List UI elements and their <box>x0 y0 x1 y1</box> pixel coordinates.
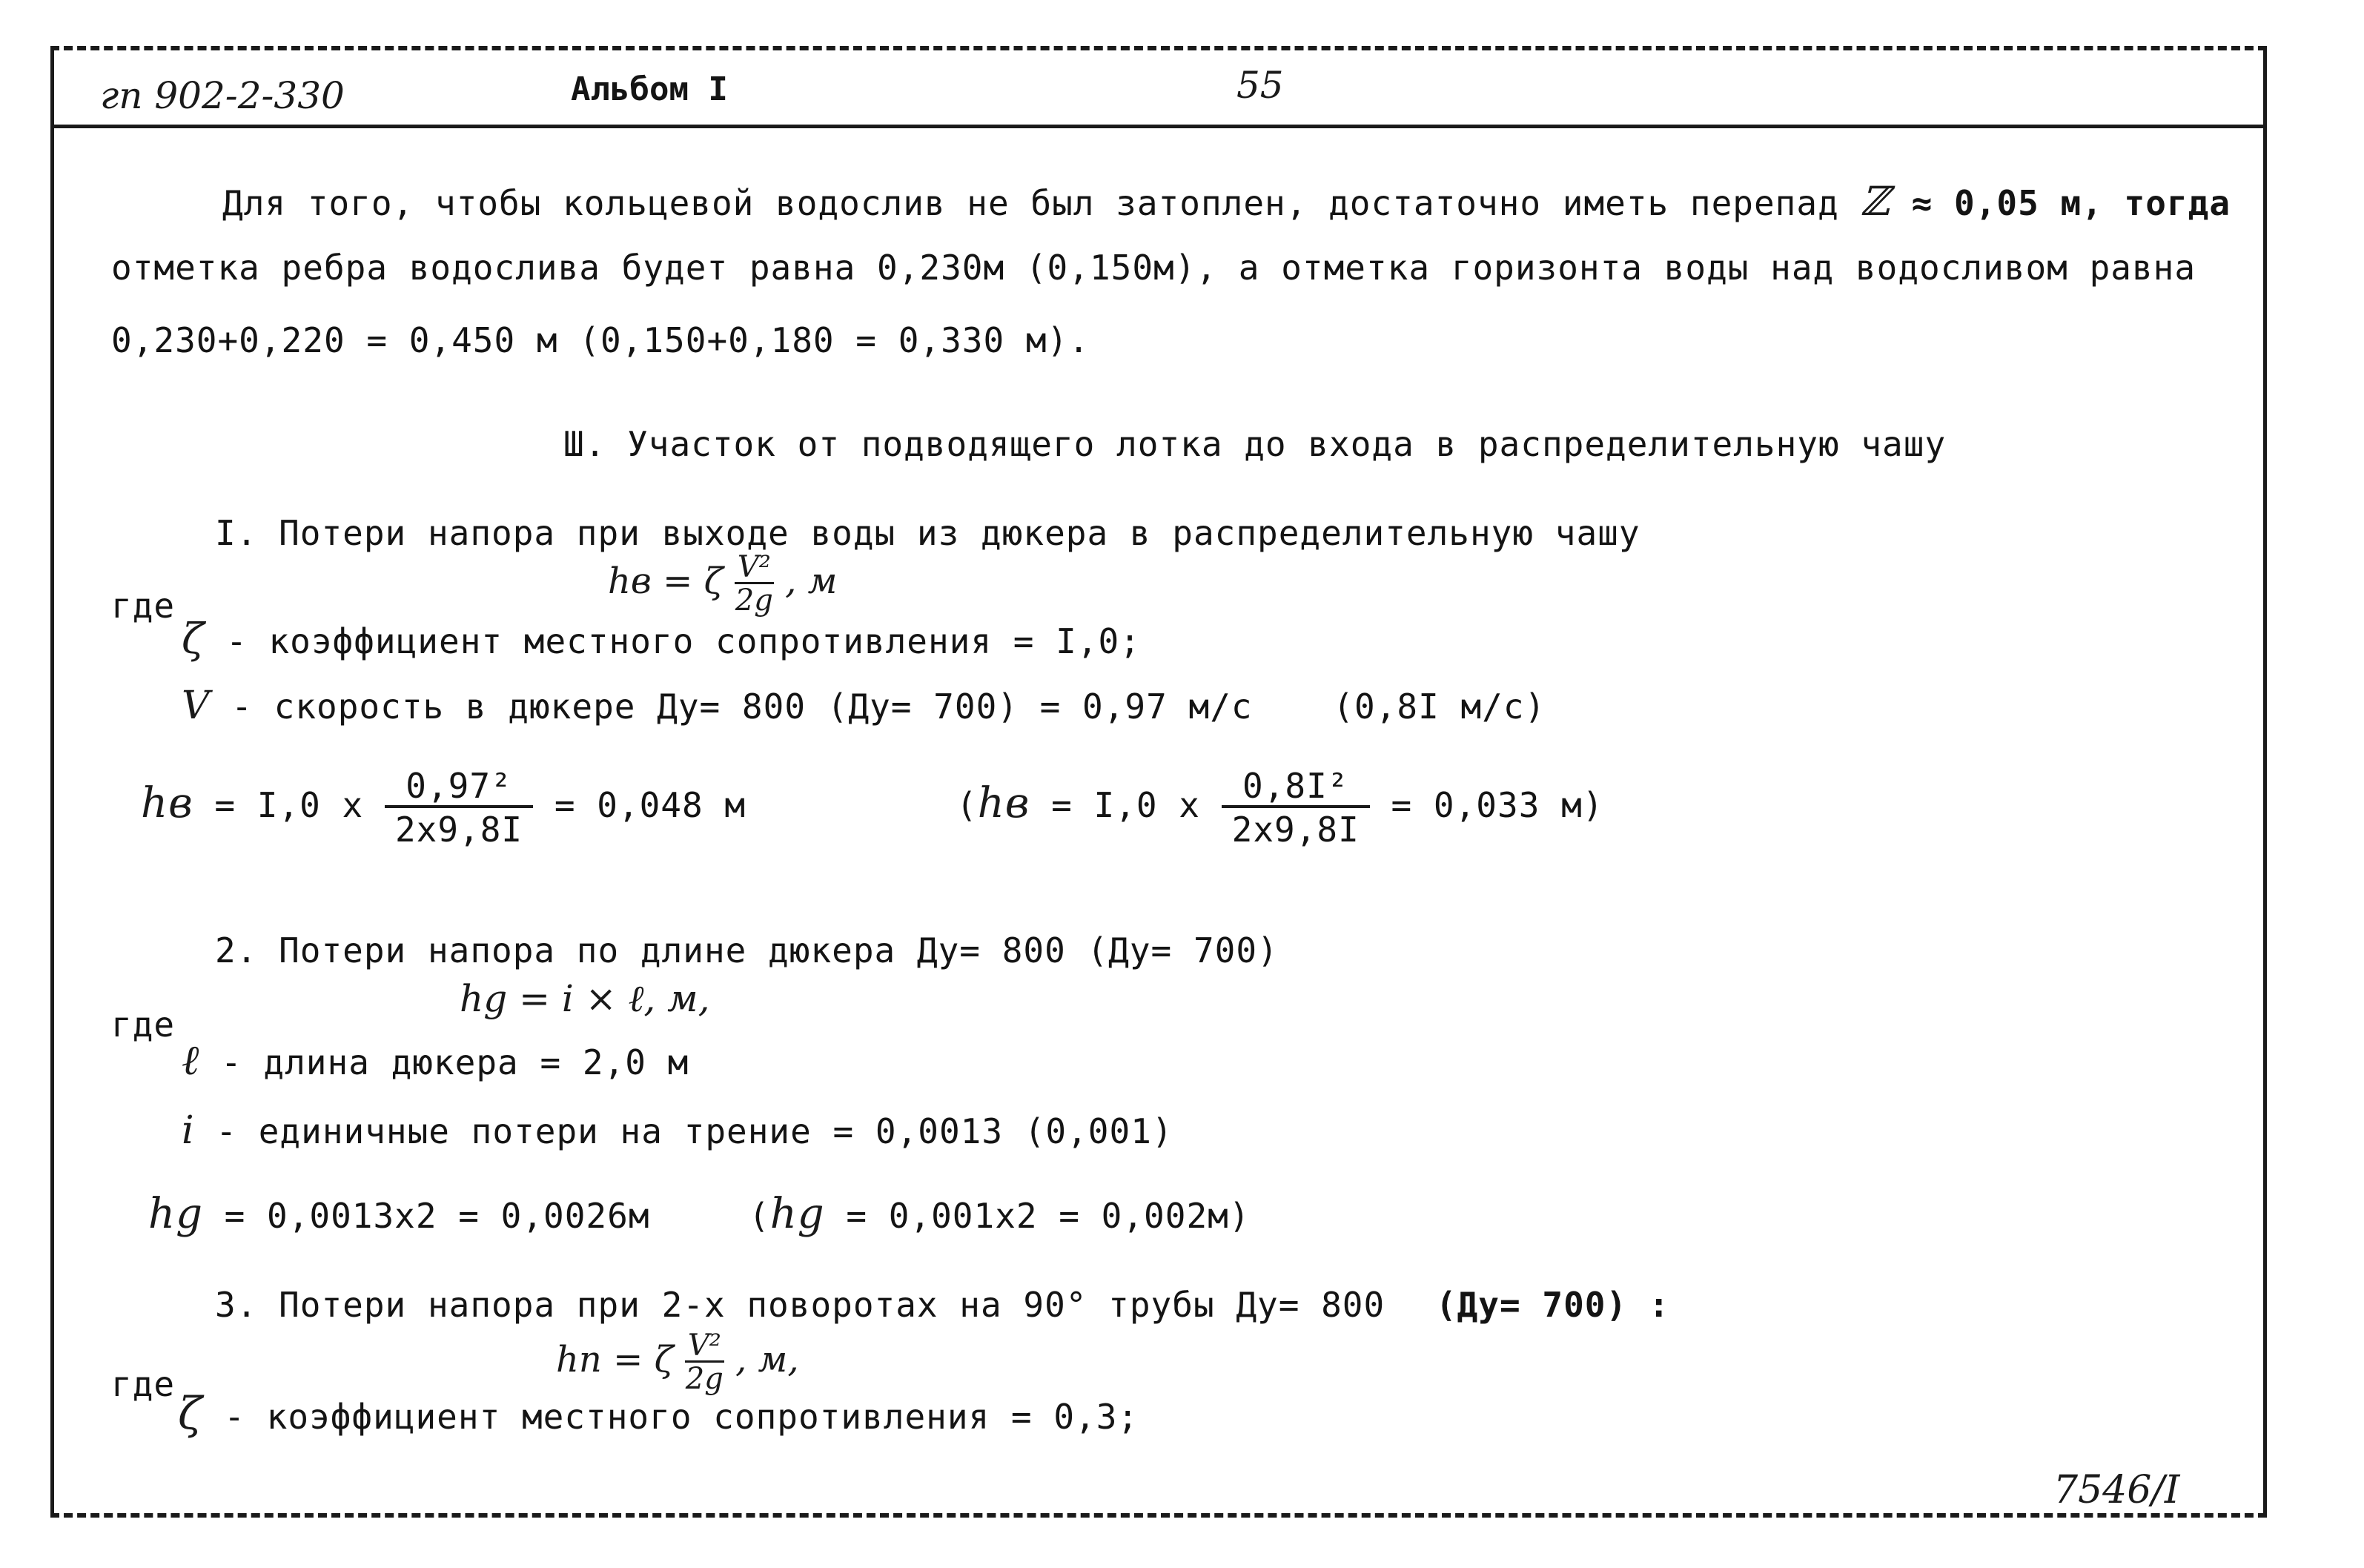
item3-formula-fraction <box>685 1331 724 1394</box>
item1-formula-num: V² <box>735 552 774 584</box>
item1-alt-result: = 0,033 м) <box>1391 785 1604 826</box>
item3-formula-lhs: hп = ζ <box>556 1339 674 1380</box>
item2-l-line <box>182 1036 689 1085</box>
item2-l-def: - длина дюкера = 2,0 м <box>221 1042 689 1082</box>
item3-formula-num: V² <box>685 1331 724 1363</box>
item3-where: где <box>111 1364 176 1404</box>
item2-alt-open: ( <box>749 1196 770 1236</box>
item1-formula-fraction <box>735 550 774 618</box>
item3-heading-bold: (Ду= 700) : <box>1435 1285 1670 1325</box>
item1-v-alt: (0,8I м/с) <box>1333 687 1546 727</box>
item2-alt-calc <box>749 1190 1251 1238</box>
item1-v-def: - скорость в дюкере Ду= 800 (Ду= 700) = 0,97 м/с <box>231 687 1253 727</box>
archive-stamp: 7546/I <box>2053 1468 2180 1512</box>
item2-formula: hg = i × ℓ, м, <box>460 977 710 1020</box>
v-symbol: V <box>182 684 211 728</box>
item1-alt-mid: = I,0 x <box>1051 785 1200 826</box>
zeta-symbol: ζ <box>182 615 205 664</box>
item1-formula-lhs: hв = ζ <box>608 560 724 602</box>
item1-calc <box>141 767 746 848</box>
item2-where: где <box>111 1005 176 1045</box>
i-symbol: i <box>182 1108 195 1153</box>
item1-formula-unit: , м <box>785 560 838 602</box>
z-symbol: ℤ <box>1860 178 1890 225</box>
item2-calc-value: = 0,0013x2 = 0,0026м <box>224 1196 650 1236</box>
item1-calc-fraction <box>385 767 533 848</box>
item1-zeta-def: - коэффициент местного сопротивления = I,0; <box>226 621 1141 661</box>
item1-alt-den: 2x9,8I <box>1231 809 1360 850</box>
item1-formula <box>608 550 838 618</box>
intro-line-2: отметка ребра водослива будет равна 0,230м (0,150м), а отметка горизонта воды над водосливом равна <box>111 248 2196 288</box>
item1-heading: I. Потери напора при выходе воды из дюкера в распределительную чашу <box>215 513 1640 553</box>
section-title: Ш. Участок от подводящего лотка до входа в распределительную чашу <box>563 424 1947 464</box>
item3-zeta-def: - коэффициент местного сопротивления = 0,3; <box>224 1397 1139 1437</box>
intro-line-1-text: Для того, чтобы кольцевой водослив не был затоплен, достаточно иметь перепад <box>222 183 1839 223</box>
item1-alt-lhs: hв <box>977 779 1030 828</box>
item3-zeta-line <box>178 1388 1139 1440</box>
album-label: Альбом I <box>571 70 728 108</box>
item1-zeta-line <box>182 615 1141 664</box>
item2-heading: 2. Потери напора по длине дюкера Ду= 800 (Ду= 700) <box>215 930 1279 970</box>
item3-formula-unit: , м, <box>735 1339 799 1380</box>
item2-calc-lhs: hg <box>148 1190 203 1238</box>
item2-calc <box>148 1190 650 1238</box>
item2-alt-lhs: hg <box>769 1190 825 1238</box>
item3-heading <box>215 1285 1670 1325</box>
item1-calc-lhs: hв <box>141 779 193 828</box>
item2-alt-value: = 0,001x2 = 0,002м) <box>846 1196 1251 1236</box>
item1-alt-num: 0,8I² <box>1222 767 1370 808</box>
item1-calc-num: 0,97² <box>385 767 533 808</box>
item3-heading-text: 3. Потери напора при 2-х поворотах на 90° трубы Ду= 800 <box>215 1285 1385 1325</box>
item2-i-line <box>182 1108 1173 1153</box>
intro-line-3: 0,230+0,220 = 0,450 м (0,150+0,180 = 0,330 м). <box>111 320 1090 360</box>
item1-formula-den: 2g <box>735 583 773 618</box>
intro-line-1-end: ≈ 0,05 м, тогда <box>1911 183 2231 223</box>
item1-where: где <box>111 586 176 626</box>
header-divider <box>50 125 2267 128</box>
item1-alt-fraction <box>1222 767 1370 848</box>
item1-calc-result: = 0,048 м <box>554 785 746 826</box>
item3-formula-den: 2g <box>685 1362 724 1396</box>
item1-calc-mid: = I,0 x <box>214 785 364 826</box>
item1-v-line <box>182 684 1546 728</box>
item1-alt-calc <box>956 767 1603 848</box>
item1-alt-open: ( <box>956 785 978 826</box>
intro-line-1 <box>222 178 2231 225</box>
document-code: гп 902-2-330 <box>100 74 345 117</box>
item1-calc-den: 2x9,8I <box>394 809 523 850</box>
page-number: 55 <box>1236 64 1284 107</box>
item3-formula <box>556 1331 799 1394</box>
zeta-symbol-2: ζ <box>178 1388 203 1440</box>
l-symbol: ℓ <box>182 1036 200 1085</box>
item2-i-def: - единичные потери на трение = 0,0013 (0,001) <box>216 1111 1173 1151</box>
